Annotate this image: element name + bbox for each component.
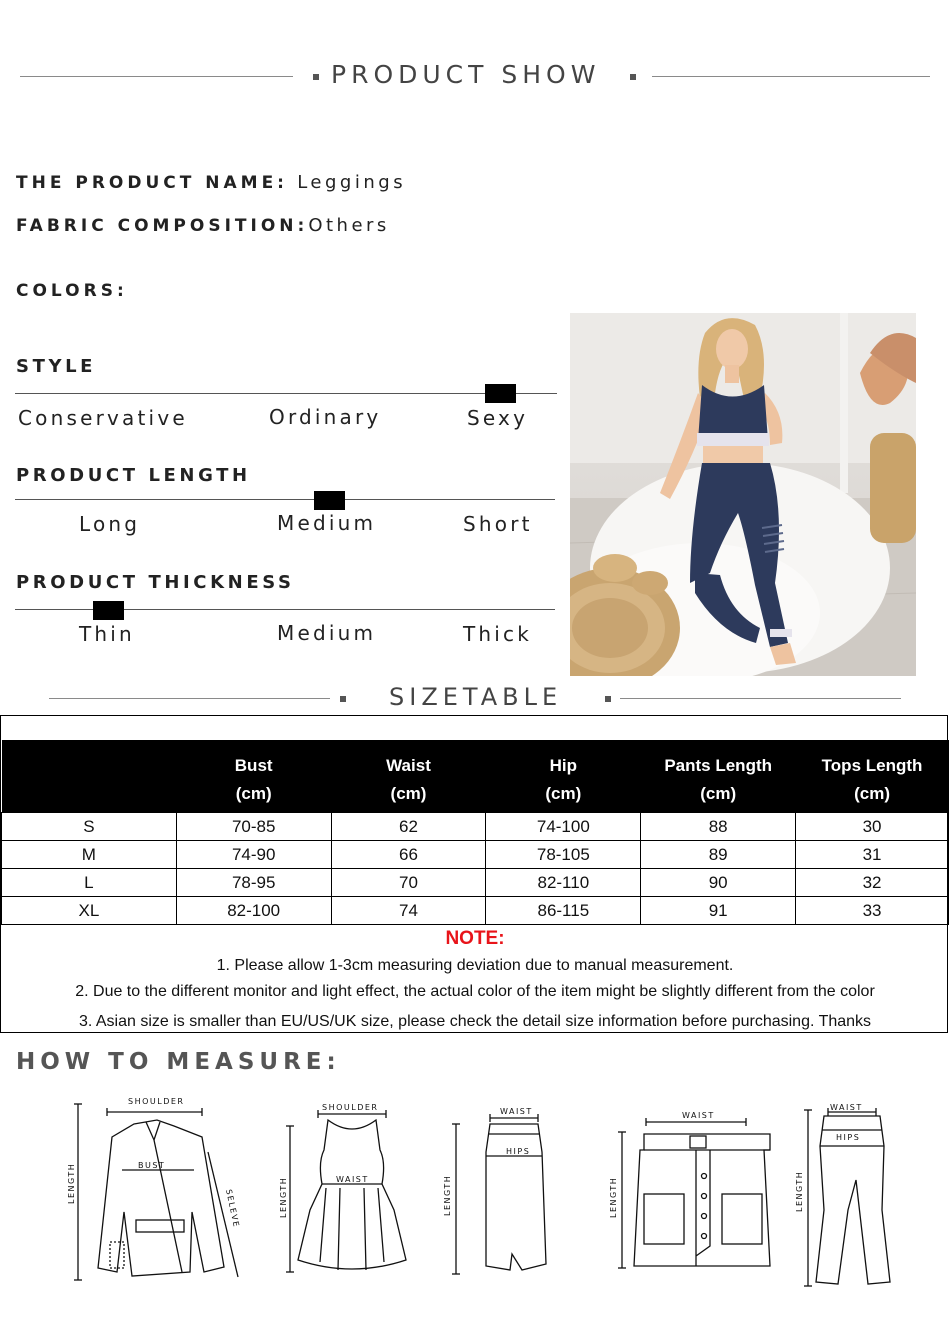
length-label: LENGTH bbox=[67, 1162, 76, 1204]
waist-cell: 74 bbox=[331, 897, 486, 925]
bust-label: BUST bbox=[138, 1161, 166, 1170]
tops-length-cell: 33 bbox=[796, 897, 949, 925]
size-table-corner bbox=[2, 740, 177, 776]
shorts-waist-label: WAIST bbox=[682, 1111, 715, 1120]
jacket-measure-diagram bbox=[62, 1092, 247, 1292]
fabric-label: FABRIC COMPOSITION: bbox=[16, 216, 309, 236]
hip-cell: 82-110 bbox=[486, 869, 641, 897]
note-line-1: 1. Please allow 1-3cm measuring deviation due to manual measurement. bbox=[216, 957, 734, 974]
page-title: PRODUCT SHOW bbox=[331, 60, 601, 89]
product-name-value: Leggings bbox=[297, 172, 407, 193]
sizetable-rule-left bbox=[49, 698, 330, 699]
column-header-hip: Hip bbox=[486, 740, 641, 776]
bust-cell: 82-100 bbox=[176, 897, 331, 925]
note-line-2: 2. Due to the different monitor and light effect, the actual color of the item might be slightly different from the color bbox=[75, 983, 875, 1000]
table-row bbox=[2, 813, 949, 841]
hip-cell: 78-105 bbox=[486, 841, 641, 869]
dress-length-label: LENGTH bbox=[279, 1176, 288, 1218]
shorts-length-label: LENGTH bbox=[609, 1176, 618, 1218]
pants-length-cell: 89 bbox=[641, 841, 796, 869]
hip-cell: 74-100 bbox=[486, 813, 641, 841]
product-name-row bbox=[16, 172, 406, 193]
waist-cell: 70 bbox=[331, 869, 486, 897]
style-marker bbox=[485, 384, 516, 403]
tops-length-cell: 30 bbox=[796, 813, 949, 841]
thickness-title: PRODUCT THICKNESS bbox=[16, 572, 295, 593]
waist-cell: 66 bbox=[331, 841, 486, 869]
sizetable-rule-right bbox=[620, 698, 901, 699]
column-unit-hip: (cm) bbox=[486, 776, 641, 813]
size-cell: S bbox=[2, 813, 177, 841]
column-header-pants-length: Pants Length bbox=[641, 740, 796, 776]
style-option-conservative: Conservative bbox=[18, 406, 188, 430]
colors-label: COLORS: bbox=[16, 281, 128, 301]
product-photo bbox=[570, 313, 916, 676]
shoulder-label: SHOULDER bbox=[128, 1097, 185, 1106]
fabric-row bbox=[16, 215, 390, 236]
pants-length-label: LENGTH bbox=[795, 1170, 804, 1212]
length-option-medium: Medium bbox=[277, 511, 377, 535]
pants-waist-label: WAIST bbox=[830, 1103, 863, 1112]
thickness-option-thick: Thick bbox=[463, 622, 533, 646]
dress-waist-label: WAIST bbox=[336, 1175, 369, 1184]
dress-shoulder-label: SHOULDER bbox=[322, 1103, 379, 1112]
dress-measure-diagram bbox=[276, 1100, 416, 1280]
pants-hips-label: HIPS bbox=[836, 1133, 861, 1142]
pants-length-cell: 90 bbox=[641, 869, 796, 897]
colors-row bbox=[16, 280, 128, 301]
thickness-option-medium: Medium bbox=[277, 621, 377, 645]
column-unit-pants-length: (cm) bbox=[641, 776, 796, 813]
header-rule-right bbox=[652, 76, 930, 77]
skirt-length-label: LENGTH bbox=[443, 1174, 452, 1216]
table-row bbox=[2, 897, 949, 925]
size-table-header-row bbox=[2, 740, 949, 776]
skirt-hips-label: HIPS bbox=[506, 1147, 531, 1156]
skirt-waist-label: WAIST bbox=[500, 1107, 533, 1116]
shorts-measure-diagram bbox=[604, 1106, 780, 1276]
thickness-option-thin: Thin bbox=[79, 622, 135, 646]
pants-measure-diagram bbox=[790, 1100, 900, 1290]
length-marker bbox=[314, 491, 345, 510]
size-table-corner-unit bbox=[2, 776, 177, 813]
bust-cell: 70-85 bbox=[176, 813, 331, 841]
pants-length-cell: 91 bbox=[641, 897, 796, 925]
size-table-unit-row bbox=[2, 776, 949, 813]
thickness-marker bbox=[93, 601, 124, 620]
header-bullet-right bbox=[630, 74, 636, 80]
style-title: STYLE bbox=[16, 356, 97, 377]
note-title: NOTE: bbox=[445, 928, 505, 949]
model-illustration bbox=[570, 313, 916, 676]
column-header-tops-length: Tops Length bbox=[796, 740, 949, 776]
length-option-short: Short bbox=[463, 512, 533, 536]
size-cell: M bbox=[2, 841, 177, 869]
bust-cell: 78-95 bbox=[176, 869, 331, 897]
skirt-measure-diagram bbox=[438, 1104, 550, 1280]
style-scale-line bbox=[15, 393, 557, 394]
style-option-sexy: Sexy bbox=[467, 406, 529, 430]
sizetable-title: SIZETABLE bbox=[389, 683, 563, 711]
size-table-frame bbox=[0, 715, 948, 1033]
style-option-ordinary: Ordinary bbox=[269, 405, 382, 429]
pants-length-cell: 88 bbox=[641, 813, 796, 841]
header-bullet-left bbox=[313, 74, 319, 80]
table-row bbox=[2, 869, 949, 897]
column-header-bust: Bust bbox=[176, 740, 331, 776]
column-unit-bust: (cm) bbox=[176, 776, 331, 813]
sizetable-bullet-right bbox=[605, 696, 611, 702]
waist-cell: 62 bbox=[331, 813, 486, 841]
note-line-3: 3. Asian size is smaller than EU/US/UK size, please check the detail size information before purchasing. Thanks bbox=[78, 1013, 872, 1030]
fabric-value: Others bbox=[308, 215, 390, 236]
size-cell: XL bbox=[2, 897, 177, 925]
length-option-long: Long bbox=[79, 512, 141, 536]
measure-title: HOW TO MEASURE: bbox=[16, 1049, 341, 1075]
tops-length-cell: 32 bbox=[796, 869, 949, 897]
length-title: PRODUCT LENGTH bbox=[16, 465, 251, 486]
size-table bbox=[1, 740, 949, 925]
column-unit-tops-length: (cm) bbox=[796, 776, 949, 813]
column-header-waist: Waist bbox=[331, 740, 486, 776]
product-name-label: THE PRODUCT NAME: bbox=[16, 173, 288, 193]
column-unit-waist: (cm) bbox=[331, 776, 486, 813]
size-cell: L bbox=[2, 869, 177, 897]
tops-length-cell: 31 bbox=[796, 841, 949, 869]
table-row bbox=[2, 841, 949, 869]
length-scale-line bbox=[15, 499, 555, 500]
sizetable-bullet-left bbox=[340, 696, 346, 702]
hip-cell: 86-115 bbox=[486, 897, 641, 925]
sleeve-label: SELEVE bbox=[224, 1188, 241, 1229]
bust-cell: 74-90 bbox=[176, 841, 331, 869]
header-rule-left bbox=[20, 76, 293, 77]
